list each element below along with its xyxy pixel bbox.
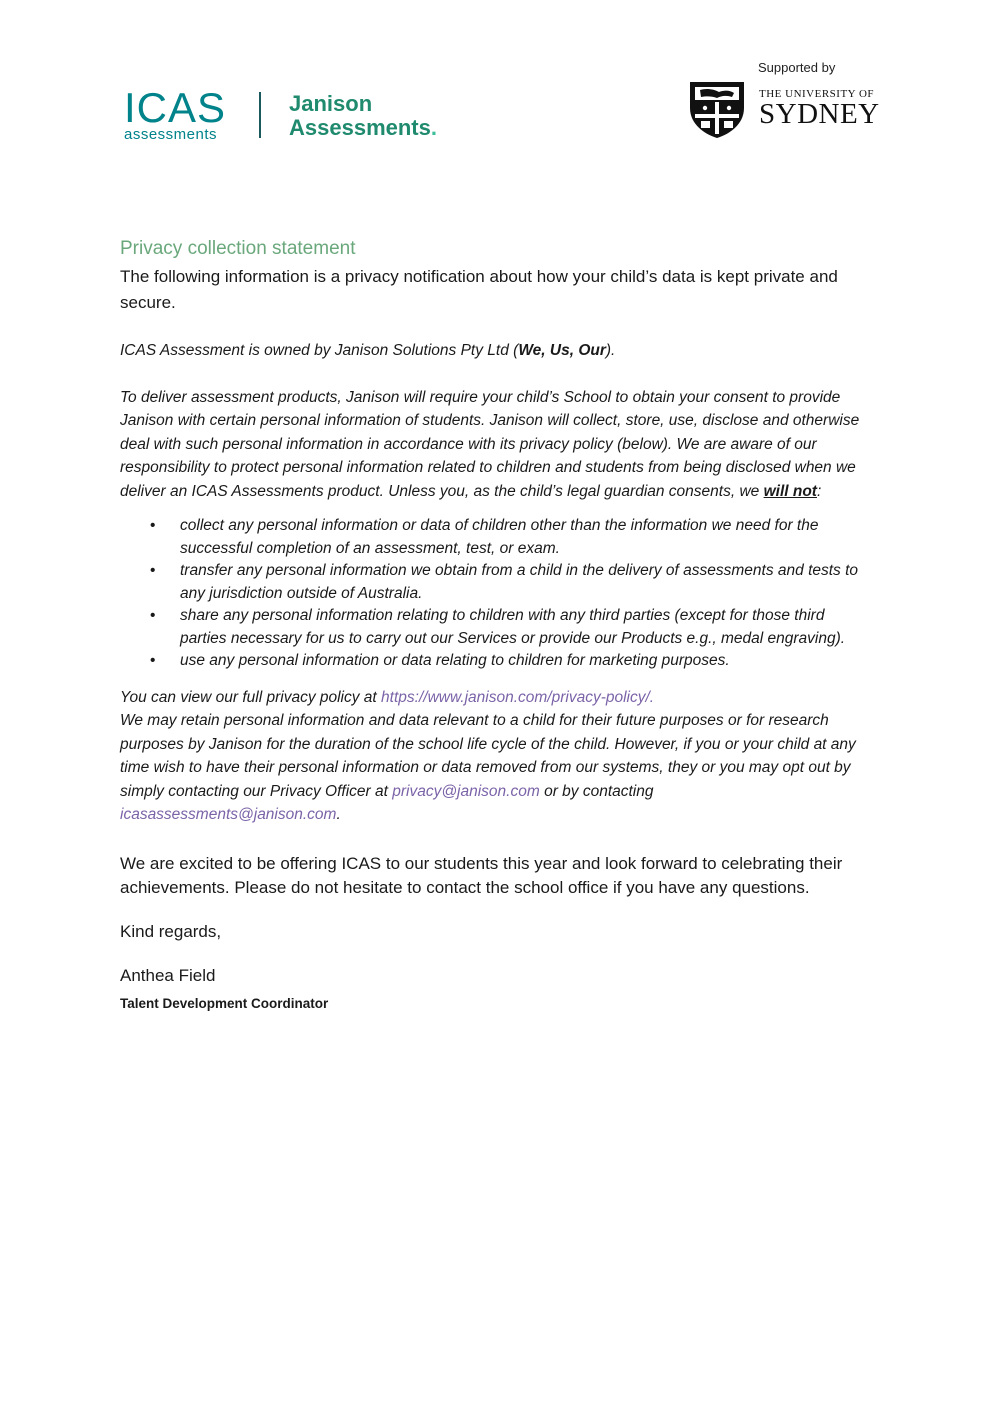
list-item-text: share any personal information relating to children with any third parties (except for those third parties necessary for us to carry out our Services or provide our Products e.g., medal engraving). [180,607,846,647]
logo-divider [259,92,261,138]
sign-off: Kind regards, [120,921,222,941]
privacy-policy-link[interactable]: https://www.janison.com/privacy-policy/. [381,688,655,706]
signer-name: Anthea Field [120,965,216,985]
policy-prefix: You can view our full privacy policy at [120,688,382,706]
bullet-icon: • [150,652,156,669]
retain-text: We may retain personal information and data relevant to a child for their future purposes or for research purposes by Janison for the duration of the school life cycle of the child. However, if you or your child at any time wish to have their personal information or data removed from our systems, they or you may opt out by simply contacting our Privacy Officer at [120,712,856,800]
usyd-crest-icon [686,78,748,140]
janison-logo-line2 [289,116,437,140]
janison-logo-line1: Janison [289,91,373,116]
icas-logo-main: ICAS [124,84,227,131]
page-title: Privacy collection statement [120,238,356,259]
bullet-icon: • [150,562,156,579]
consent-text: To deliver assessment products, Janison will require your child’s School to obtain your consent to provide Janison with certain personal information of students. Janison will collect, store, use, disclose and otherwise deal with such personal information in accordance with its privacy policy (below). We are aware of our responsibility to protect personal information related to children and students from being disclosed when we deliver an ICAS Assessments product. Unless you, as the child’s legal guardian consents, we [120,388,860,500]
usyd-logo-line1: THE UNIVERSITY OF [759,88,875,100]
ownership-prefix: ICAS Assessment is owned by Janison Solutions Pty Ltd ( [120,342,519,359]
supported-by-label: Supported by [758,60,836,75]
ownership-suffix: ). [605,342,616,359]
closing-paragraph: We are excited to be offering ICAS to our students this year and look forward to celebrating their achievements. Please do not hesitate to contact the school office if you have any questions. [120,853,843,897]
list-item-text: transfer any personal information we obtain from a child in the delivery of assessments and tests to any jurisdiction outside of Australia. [180,562,859,602]
icas-logo [124,84,227,143]
usyd-logo-text [759,88,880,128]
list-item-text: collect any personal information or data of children other than the information we need for the successful completion of an assessment, test, or exam. [180,517,819,557]
consent-end: : [816,482,822,500]
janison-logo-dot: . [430,115,437,140]
bullet-icon: • [150,517,156,534]
usyd-logo-line2: SYDNEY [759,98,880,130]
policy-paragraph [120,686,875,827]
icas-email-link[interactable]: icasassessments@janison.com [120,806,337,823]
list-item [150,605,875,650]
privacy-email-link[interactable]: privacy@janison.com [392,782,540,800]
icas-logo-sub: assessments [124,126,218,143]
retain-mid: or by contacting [539,782,654,800]
intro-paragraph: The following information is a privacy notification about how your child’s data is kept private and secure. [120,267,838,312]
signer-role: Talent Development Coordinator [120,995,329,1011]
consent-paragraph [120,386,875,504]
letter-body [120,236,875,1011]
retain-end: . [336,806,341,823]
list-item [150,560,875,605]
list-item [150,650,875,673]
commitments-list [120,515,875,673]
will-not-emphasis: will not [763,482,817,500]
list-item-text: use any personal information or data relating to children for marketing purposes. [180,652,730,669]
bullet-icon: • [150,607,156,624]
list-item [150,515,875,560]
ownership-emphasis: We, Us, Our [518,342,606,359]
ownership-statement [120,339,875,363]
janison-logo-line2-text: Assessments [289,115,431,140]
janison-logo [289,92,437,140]
